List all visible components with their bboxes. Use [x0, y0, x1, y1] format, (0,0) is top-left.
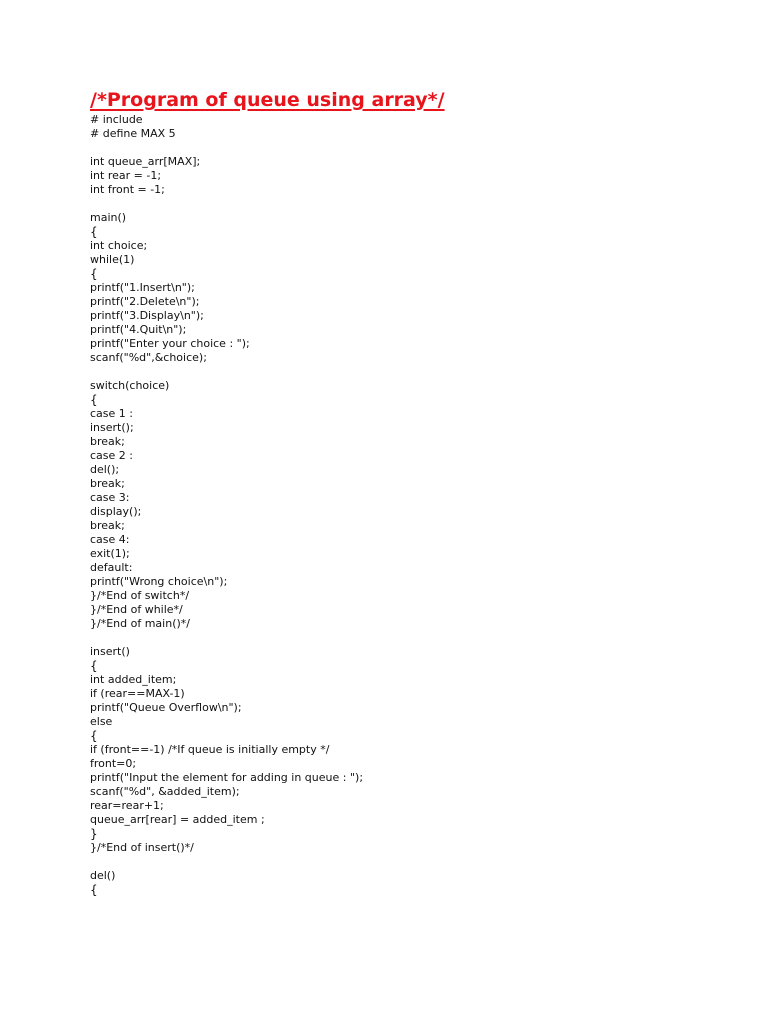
- code-line: {: [90, 729, 98, 743]
- code-line: if (rear==MAX-1): [90, 687, 185, 700]
- code-line: if (front==-1) /*If queue is initially empty */: [90, 743, 330, 756]
- code-line: {: [90, 393, 98, 407]
- code-line: [90, 631, 363, 645]
- code-line: [90, 855, 363, 869]
- code-line: {: [90, 225, 98, 239]
- code-line: break;: [90, 519, 125, 532]
- code-line: printf("3.Display\n");: [90, 309, 204, 322]
- code-line: scanf("%d",&choice);: [90, 351, 207, 364]
- code-line: int added_item;: [90, 673, 177, 686]
- code-line: printf("Enter your choice : ");: [90, 337, 250, 350]
- code-line: [90, 365, 363, 379]
- code-line: case 1 :: [90, 407, 133, 420]
- code-listing: [90, 113, 363, 897]
- code-line: del(): [90, 869, 116, 882]
- code-line: case 3:: [90, 491, 130, 504]
- code-line: }/*End of switch*/: [90, 589, 190, 602]
- code-line: exit(1);: [90, 547, 130, 560]
- code-line: # include: [90, 113, 143, 126]
- code-line: case 4:: [90, 533, 130, 546]
- code-line: switch(choice): [90, 379, 170, 392]
- code-line: printf("1.Insert\n");: [90, 281, 195, 294]
- code-line: [90, 141, 363, 155]
- code-line: scanf("%d", &added_item);: [90, 785, 240, 798]
- code-line: queue_arr[rear] = added_item ;: [90, 813, 265, 826]
- code-line: [90, 197, 363, 211]
- code-line: default:: [90, 561, 133, 574]
- code-line: break;: [90, 435, 125, 448]
- code-line: {: [90, 659, 98, 673]
- code-line: while(1): [90, 253, 135, 266]
- code-line: insert(): [90, 645, 130, 658]
- code-line: }/*End of while*/: [90, 603, 183, 616]
- code-line: front=0;: [90, 757, 137, 770]
- code-line: {: [90, 883, 98, 897]
- code-line: display();: [90, 505, 142, 518]
- code-line: int choice;: [90, 239, 148, 252]
- code-line: int rear = -1;: [90, 169, 162, 182]
- code-line: del();: [90, 463, 120, 476]
- code-line: insert();: [90, 421, 134, 434]
- code-line: printf("4.Quit\n");: [90, 323, 187, 336]
- code-line: case 2 :: [90, 449, 133, 462]
- document-title: /*Program of queue using array*/: [90, 89, 445, 111]
- code-line: int queue_arr[MAX];: [90, 155, 201, 168]
- code-line: {: [90, 267, 98, 281]
- code-line: break;: [90, 477, 125, 490]
- code-line: else: [90, 715, 113, 728]
- code-line: printf("2.Delete\n");: [90, 295, 200, 308]
- code-line: }: [90, 827, 98, 841]
- code-line: printf("Wrong choice\n");: [90, 575, 228, 588]
- code-line: int front = -1;: [90, 183, 165, 196]
- code-line: rear=rear+1;: [90, 799, 164, 812]
- code-line: # define MAX 5: [90, 127, 176, 140]
- code-line: }/*End of insert()*/: [90, 841, 194, 854]
- code-line: main(): [90, 211, 127, 224]
- code-line: printf("Queue Overflow\n");: [90, 701, 242, 714]
- code-line: }/*End of main()*/: [90, 617, 190, 630]
- code-line: printf("Input the element for adding in queue : ");: [90, 771, 364, 784]
